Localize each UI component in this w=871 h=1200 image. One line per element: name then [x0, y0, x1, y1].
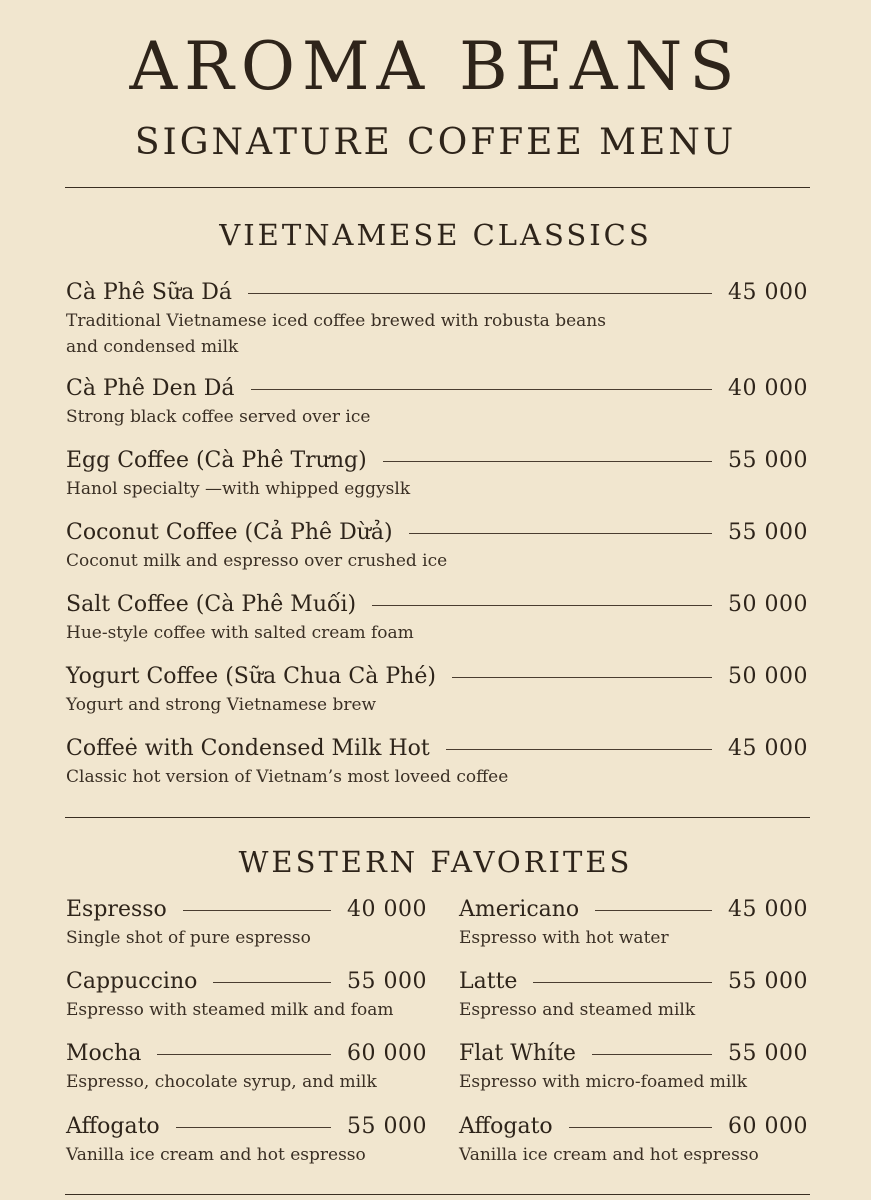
item-name: Flat Whíte [459, 1040, 576, 1066]
item-price: 45 000 [728, 896, 808, 922]
section-title: VIETNAMESE CLASSICS [219, 218, 652, 252]
item-price: 60 000 [347, 1040, 427, 1066]
item-price: 55 000 [728, 1040, 808, 1066]
leader-line [452, 677, 712, 678]
menu-item [66, 374, 808, 430]
leader-line [592, 1054, 712, 1055]
description-line: Espresso with steamed milk and foam [66, 1000, 394, 1020]
item-description [66, 620, 808, 646]
description-line: Vanilla ice cream and hot espresso [66, 1145, 366, 1165]
item-name: Affogato [66, 1113, 160, 1139]
leader-line [372, 605, 712, 606]
description-line: Single shot of pure espresso [66, 928, 311, 948]
menu-item [459, 895, 808, 951]
item-description [66, 548, 808, 574]
item-description [66, 692, 808, 718]
description-line: Traditional Vietnamese iced coffee brewed with robusta beans [66, 311, 606, 331]
item-description [459, 997, 808, 1023]
description-line: Espresso and steamed milk [459, 1000, 696, 1020]
item-name: Cà Phê Sữa Dá [66, 279, 233, 305]
menu-item [66, 278, 808, 360]
divider [65, 817, 810, 818]
item-price: 50 000 [728, 591, 808, 617]
description-line: Vanilla ice cream and hot espresso [459, 1145, 759, 1165]
item-price: 50 000 [728, 663, 808, 689]
item-name: Salt Coffee (Cà Phê Muối) [66, 591, 357, 617]
leader-line [251, 389, 713, 390]
item-name: Affogato [459, 1113, 553, 1139]
item-description [66, 308, 808, 360]
item-name: Yogurt Coffee (Sữa Chua Cà Phé) [66, 663, 436, 689]
leader-line [248, 293, 712, 294]
menu-item [66, 446, 808, 502]
item-price: 55 000 [728, 447, 808, 473]
leader-line [176, 1127, 331, 1128]
item-price: 55 000 [728, 968, 808, 994]
menu-item [66, 590, 808, 646]
menu-item [66, 895, 427, 951]
section-title: WESTERN FAVORITES [238, 845, 633, 879]
description-line: Coconut milk and espresso over crushed ice [66, 551, 448, 571]
description-line: and condensed milk [66, 337, 239, 357]
leader-line [213, 982, 331, 983]
description-line: Hanol specialty —with whipped eggyslk [66, 479, 411, 499]
item-price: 55 000 [728, 519, 808, 545]
item-price: 45 000 [728, 279, 808, 305]
item-description [66, 925, 427, 951]
item-description [66, 476, 808, 502]
description-line: Yogurt and strong Vietnamese brew [66, 695, 377, 715]
item-price: 40 000 [347, 896, 427, 922]
item-name: Cappuccino [66, 968, 198, 994]
item-description [66, 997, 427, 1023]
menu-item [66, 1112, 427, 1168]
divider [65, 1194, 810, 1195]
item-description [66, 764, 808, 790]
leader-line [533, 982, 712, 983]
menu-item [66, 967, 427, 1023]
item-description [66, 1142, 427, 1168]
brand-title: AROMA BEANS [129, 28, 742, 105]
menu-subtitle: SIGNATURE COFFEE MENU [134, 122, 737, 163]
leader-line [569, 1127, 712, 1128]
menu-item [66, 1039, 427, 1095]
item-price: 40 000 [728, 375, 808, 401]
menu-item [66, 662, 808, 718]
menu-item [459, 1112, 808, 1168]
menu-item [459, 967, 808, 1023]
description-line: Strong black coffee served over ice [66, 407, 371, 427]
item-price: 45 000 [728, 735, 808, 761]
menu-item [459, 1039, 808, 1095]
leader-line [383, 461, 712, 462]
item-price: 55 000 [347, 968, 427, 994]
item-name: Coffeė with Condensed Milk Hot [66, 735, 430, 761]
description-line: Classic hot version of Vietnam’s most loveed coffee [66, 767, 509, 787]
leader-line [157, 1054, 331, 1055]
divider [65, 187, 810, 188]
description-line: Espresso, chocolate syrup, and milk [66, 1072, 377, 1092]
item-name: Latte [459, 968, 518, 994]
item-price: 60 000 [728, 1113, 808, 1139]
description-line: Espresso with hot water [459, 928, 669, 948]
item-description [459, 925, 808, 951]
item-name: Cà Phê Den Dá [66, 375, 235, 401]
item-description [66, 1069, 427, 1095]
item-name: Mocha [66, 1040, 142, 1066]
item-name: Coconut Coffee (Cả Phê Dừả) [66, 519, 393, 545]
item-description [459, 1142, 808, 1168]
leader-line [183, 910, 331, 911]
leader-line [409, 533, 712, 534]
item-description [459, 1069, 808, 1095]
item-name: Americano [459, 896, 580, 922]
item-description [66, 404, 808, 430]
leader-line [595, 910, 712, 911]
item-price: 55 000 [347, 1113, 427, 1139]
description-line: Espresso with micro-foamed milk [459, 1072, 748, 1092]
item-name: Egg Coffee (Cà Phê Trưng) [66, 447, 367, 473]
leader-line [446, 749, 712, 750]
item-name: Espresso [66, 896, 167, 922]
menu-item [66, 734, 808, 790]
menu-item [66, 518, 808, 574]
description-line: Hue-style coffee with salted cream foam [66, 623, 414, 643]
